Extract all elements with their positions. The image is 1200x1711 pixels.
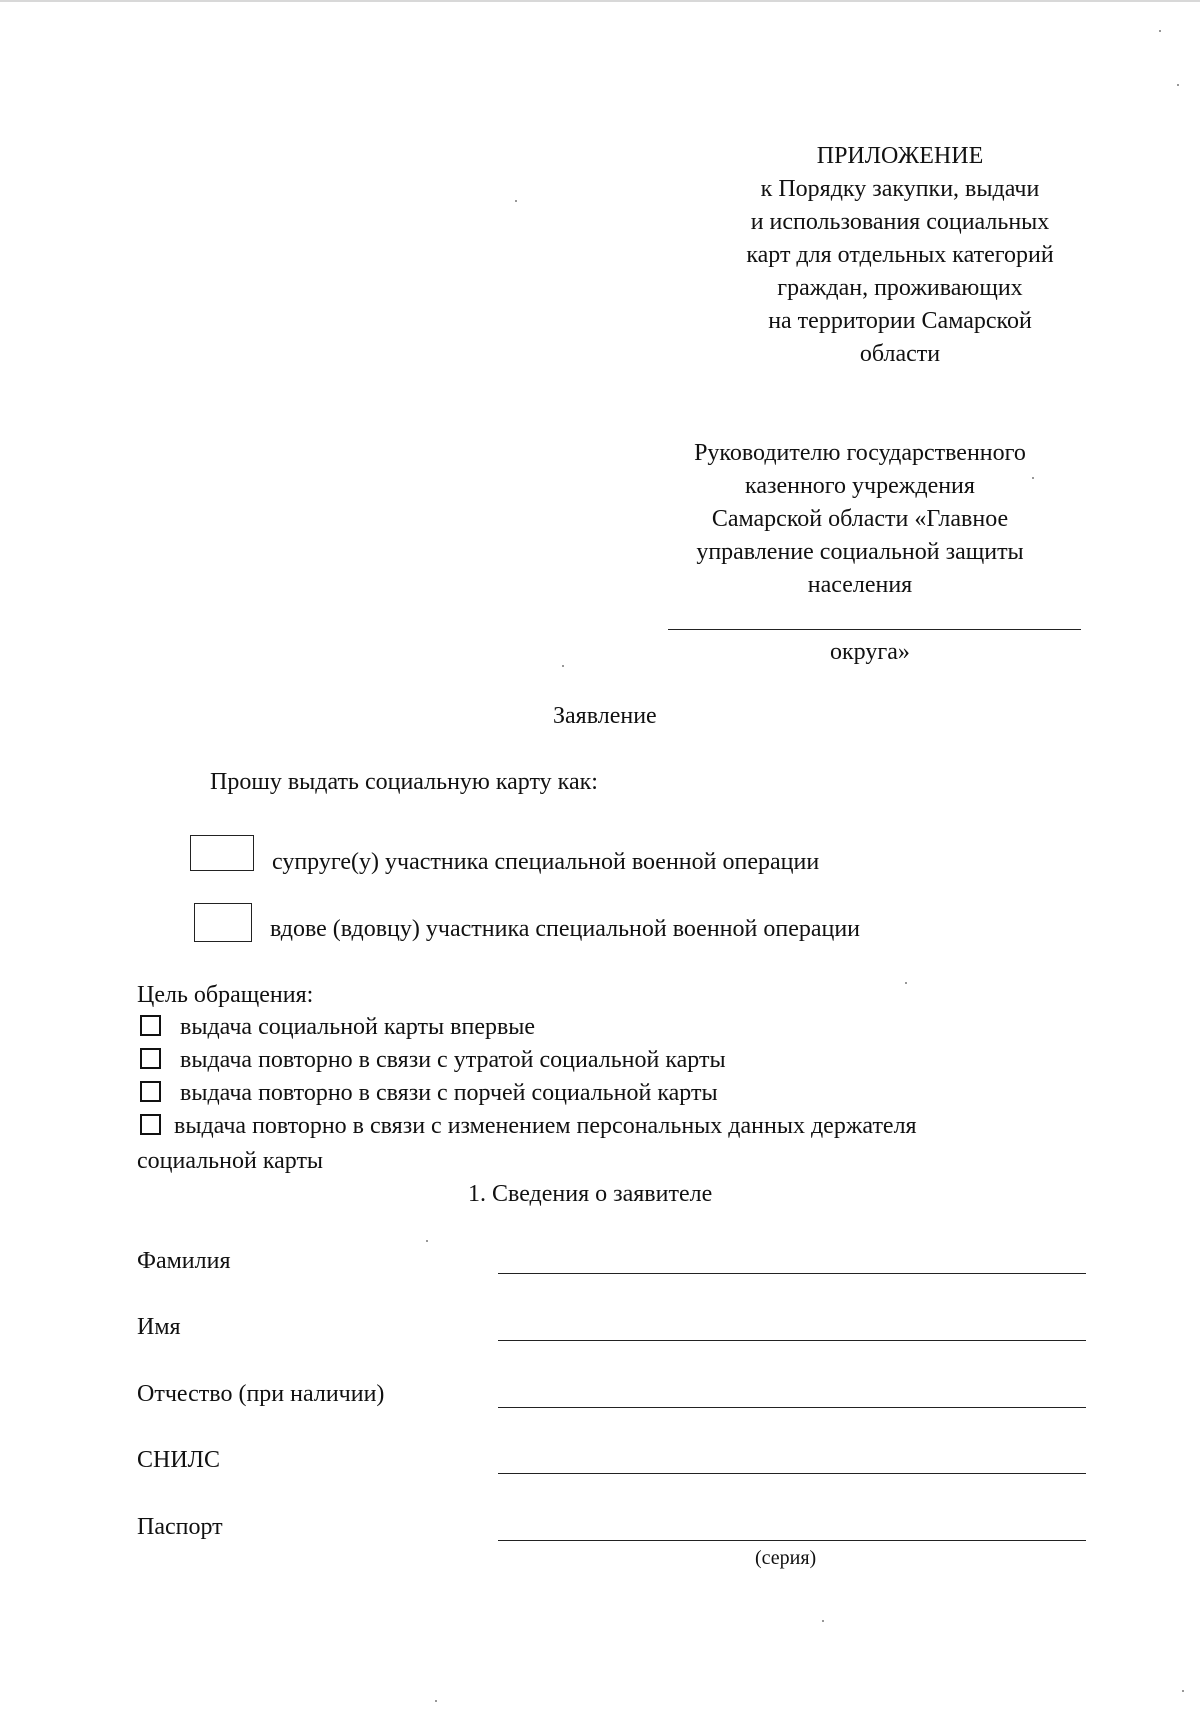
first-issue-label: выдача социальной карты впервые: [180, 1014, 536, 1040]
addressee-line: населения: [807, 572, 913, 598]
scan-speck: [435, 1700, 437, 1702]
scan-speck: [1159, 30, 1161, 32]
scan-speck: [1182, 1690, 1184, 1692]
passport-label: Паспорт: [137, 1514, 223, 1540]
appendix-line: к Порядку закупки, выдачи: [760, 176, 1040, 202]
reissue-data-change-continuation: социальной карты: [137, 1148, 324, 1174]
spouse-category-checkbox[interactable]: [190, 835, 254, 871]
appendix-line: области: [859, 341, 941, 367]
reissue-damage-label: выдача повторно в связи с порчей социальной карты: [180, 1080, 718, 1106]
request-text: Прошу выдать социальную карту как:: [210, 769, 598, 795]
surname-label: Фамилия: [137, 1248, 231, 1274]
reissue-damage-checkbox[interactable]: [140, 1081, 161, 1102]
applicant-section-heading: 1. Сведения о заявителе: [468, 1181, 713, 1207]
widow-category-label: вдове (вдовцу) участника специальной военной операции: [270, 916, 861, 942]
appendix-header: [700, 140, 1100, 371]
district-name-field[interactable]: [668, 629, 1081, 630]
first-name-label: Имя: [137, 1314, 181, 1340]
patronymic-label: Отчество (при наличии): [137, 1381, 385, 1407]
addressee-line: Самарской области «Главное: [711, 506, 1009, 532]
reissue-data-change-label: выдача повторно в связи с изменением персональных данных держателя: [174, 1113, 917, 1139]
scan-speck: [1032, 477, 1034, 479]
district-suffix: округа»: [830, 639, 910, 665]
first-issue-checkbox[interactable]: [140, 1015, 161, 1036]
snils-label: СНИЛС: [137, 1447, 220, 1473]
scan-speck: [905, 982, 907, 984]
appendix-title: ПРИЛОЖЕНИЕ: [816, 143, 984, 169]
snils-field[interactable]: [498, 1473, 1086, 1474]
widow-category-checkbox[interactable]: [194, 903, 252, 942]
scan-speck: [1177, 84, 1179, 86]
appendix-line: граждан, проживающих: [777, 275, 1023, 301]
surname-field[interactable]: [498, 1273, 1086, 1274]
appendix-line: на территории Самарской: [768, 308, 1032, 334]
scan-speck: [562, 665, 564, 667]
addressee-header: [660, 437, 1060, 602]
passport-series-field[interactable]: [498, 1540, 1086, 1541]
application-title: Заявление: [553, 703, 657, 729]
appendix-line: и использования социальных: [750, 209, 1050, 235]
scan-speck: [822, 1620, 824, 1622]
scan-speck: [426, 1240, 428, 1242]
reissue-loss-checkbox[interactable]: [140, 1048, 161, 1069]
reissue-data-change-checkbox[interactable]: [140, 1114, 161, 1135]
addressee-line: управление социальной защиты: [696, 539, 1024, 565]
patronymic-field[interactable]: [498, 1407, 1086, 1408]
appendix-line: карт для отдельных категорий: [746, 242, 1054, 268]
addressee-line: Руководителю государственного: [694, 440, 1026, 466]
addressee-line: казенного учреждения: [745, 473, 975, 499]
first-name-field[interactable]: [498, 1340, 1086, 1341]
scan-speck: [515, 200, 517, 202]
scan-top-edge: [0, 0, 1200, 2]
purpose-heading: Цель обращения:: [137, 982, 314, 1008]
spouse-category-label: супруге(у) участника специальной военной операции: [272, 849, 820, 875]
reissue-loss-label: выдача повторно в связи с утратой социальной карты: [180, 1047, 726, 1073]
passport-series-caption: (серия): [755, 1547, 817, 1569]
